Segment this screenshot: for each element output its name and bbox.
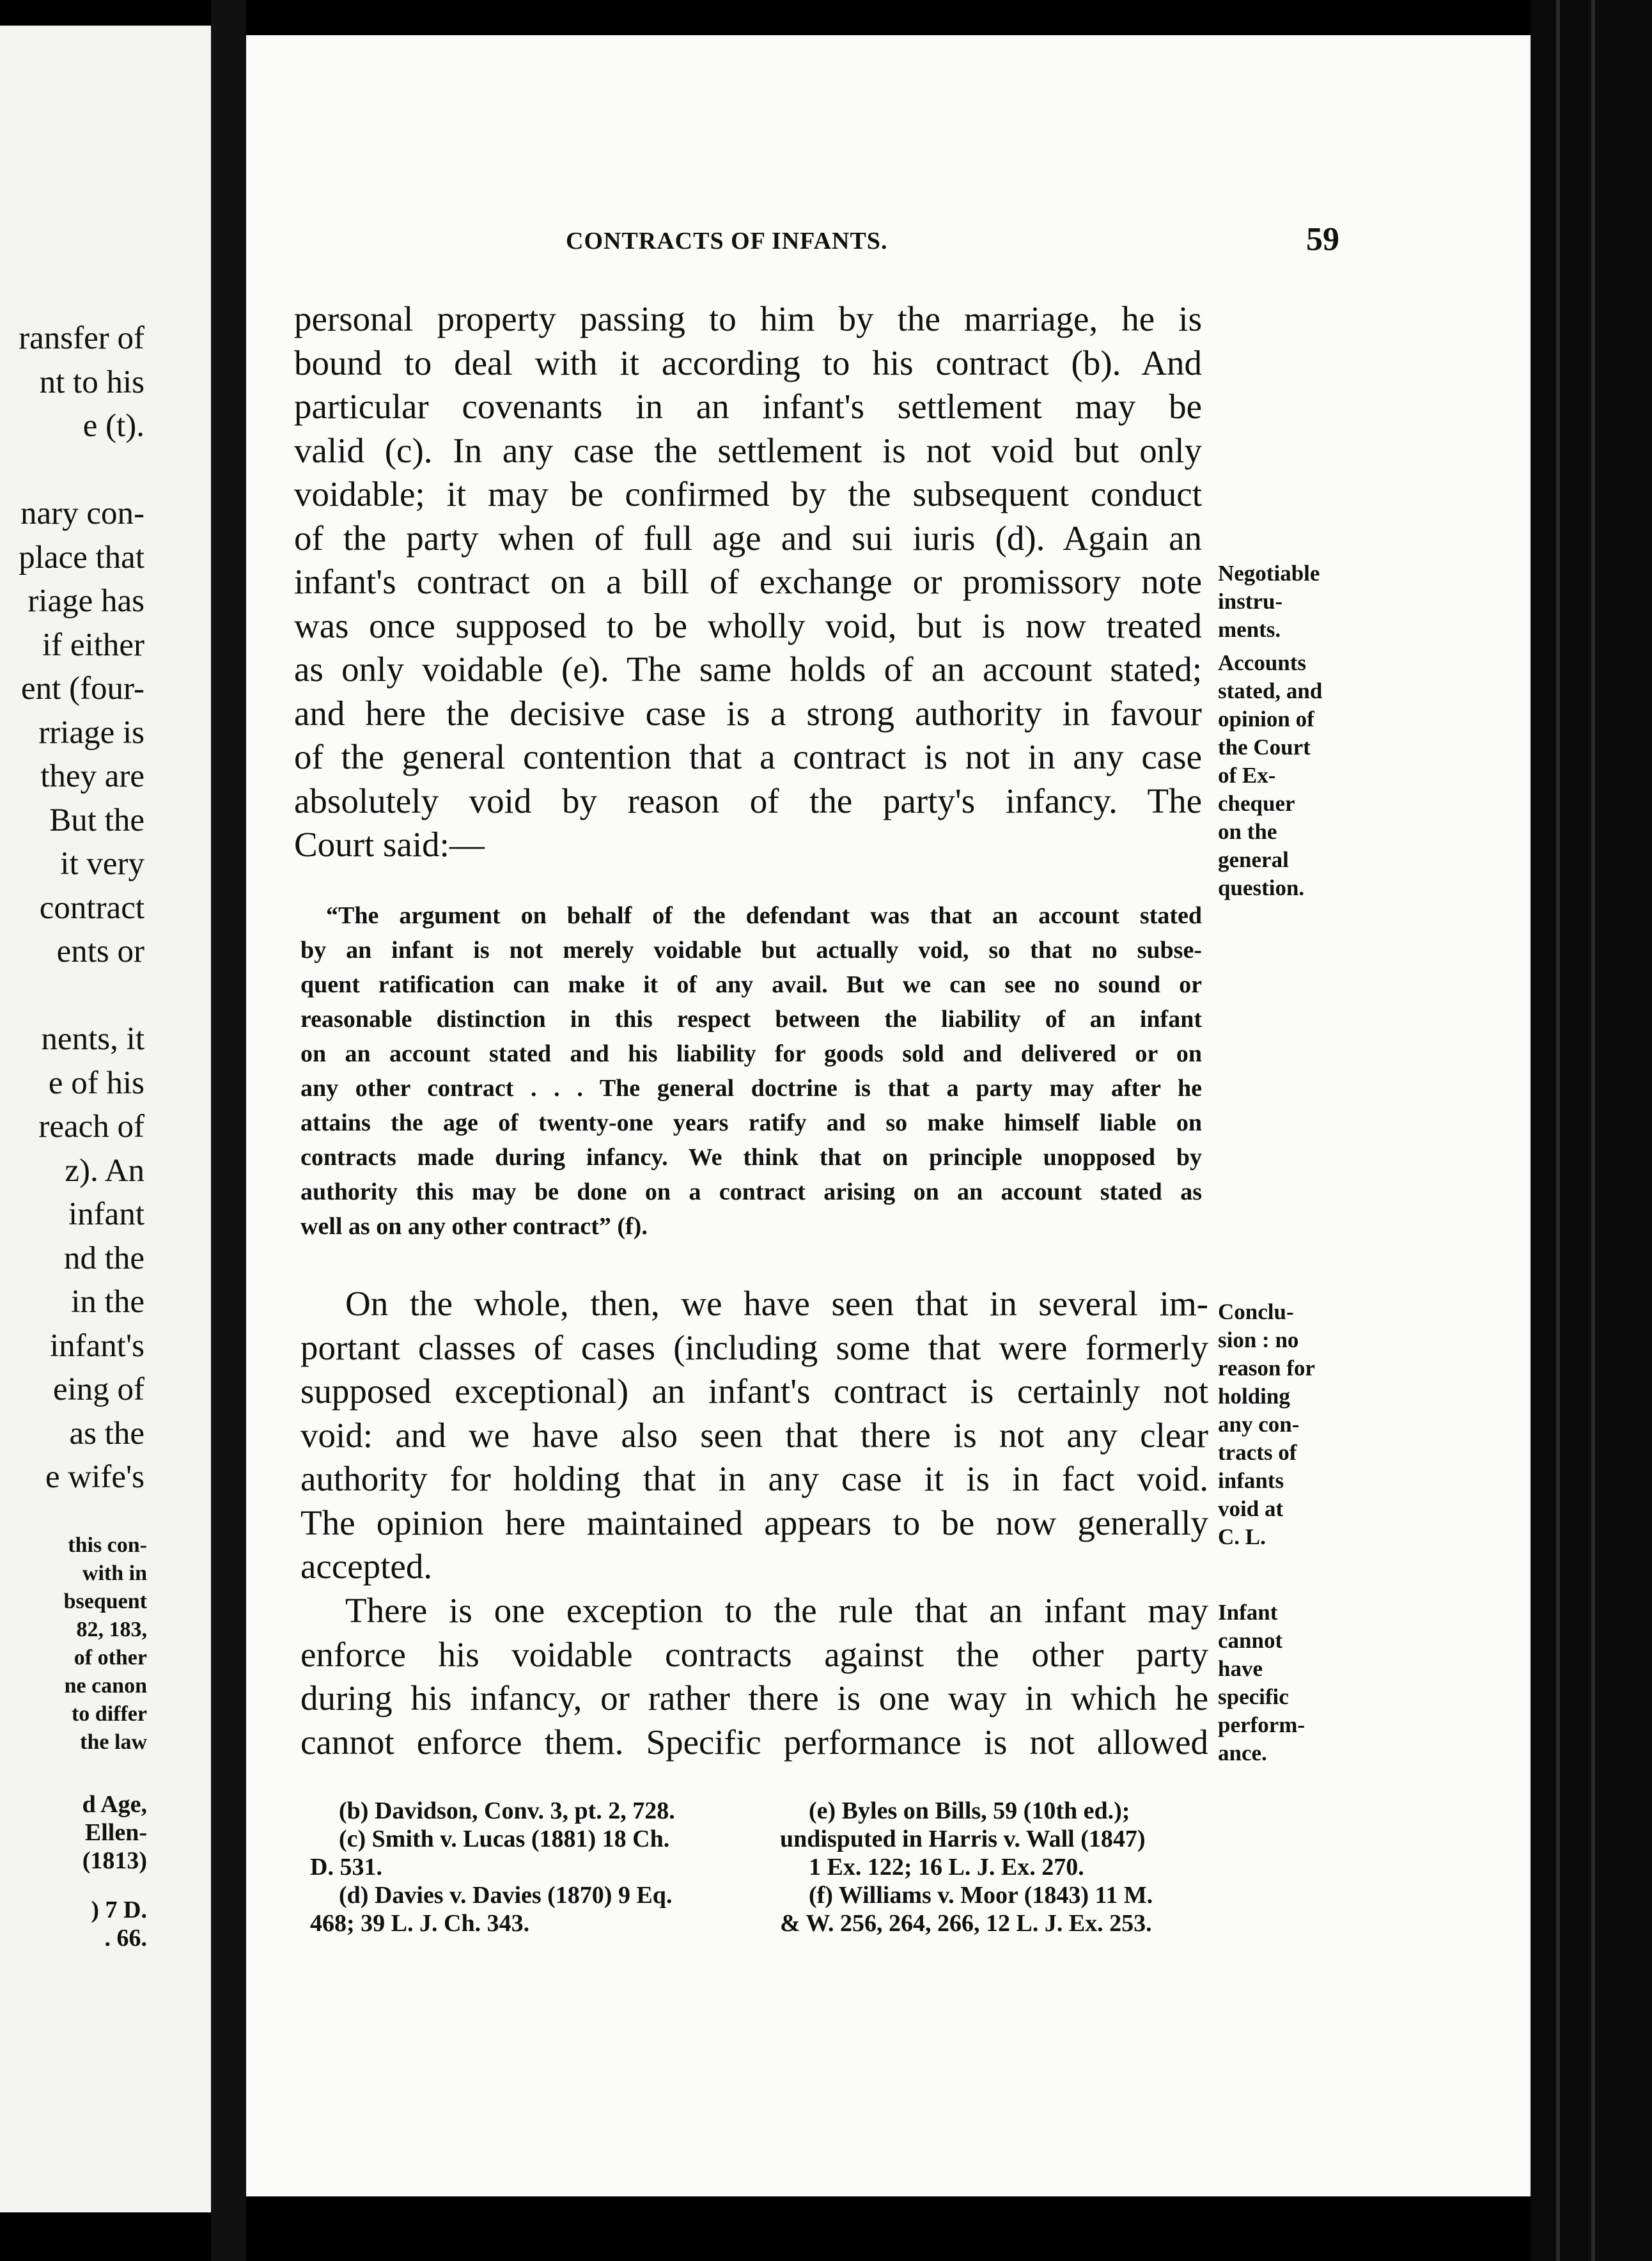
left-foot-line: . 66. [104,1925,147,1952]
text-line: absolutely void by reason of the party's infancy. The [294,781,1202,820]
margin-note-line: ance. [1218,1741,1267,1765]
left-page-line [19,448,144,492]
left-page-footnote-a [82,1790,147,1875]
left-page-line: e (t). [82,408,144,444]
margin-note-line: question. [1218,875,1305,900]
margin-note-line: Negotiable [1218,561,1320,586]
margin-note-line: Infant [1218,1600,1278,1625]
text-line: authority for holding that in any case it is in fact void. [300,1459,1208,1498]
margin-note-line: on the [1218,819,1277,844]
page-edge-line [1556,0,1560,2261]
margin-note-line: opinion of [1218,707,1314,731]
left-foot-line: ) 7 D. [91,1897,147,1923]
left-note-line: of other [74,1646,147,1670]
block-quotation [300,898,1202,1244]
text-line: There is one exception to the rule that an infant may [345,1591,1208,1630]
text-line: supposed exceptional) an infant's contract is certainly not [300,1372,1208,1411]
quote-line: on an account stated and his liability for goods sold and delivered or on [300,1040,1202,1067]
text-line: of the general contention that a contract is not in any case [294,737,1202,776]
left-page-line: in the [71,1284,144,1320]
book-page [246,35,1531,2196]
margin-note-line: stated, and [1218,678,1323,703]
left-page-line: as the [69,1415,144,1451]
left-foot-line: Ellen- [84,1819,147,1846]
margin-note-line: holding [1218,1384,1290,1409]
left-foot-line: (1813) [82,1847,147,1874]
text-line: valid (c). In any case the settlement is not void but only [294,430,1202,470]
text-line: was once supposed to be wholly void, but is now treated [294,606,1202,645]
left-page-line: e wife's [45,1459,144,1495]
margin-note-line: Accounts [1218,650,1307,675]
left-page-line: infant's [50,1327,144,1364]
page-edge-line [1591,0,1595,2261]
page-number: 59 [1306,221,1339,258]
book-gutter [211,0,246,2261]
text-line: The opinion here maintained appears to be now generally [300,1503,1208,1542]
margin-note-line: the Court [1218,735,1311,760]
margin-note-line: specific [1218,1684,1289,1709]
left-page-line [19,974,144,1018]
footnote-line: 468; 39 L. J. Ch. 343. [310,1910,530,1937]
quote-line: any other contract . . . The general doctrine is that a party may after he [300,1075,1202,1102]
margin-note-line: tracts of [1218,1440,1297,1465]
margin-note-line: have [1218,1656,1263,1681]
left-page-line: nd the [63,1240,144,1276]
left-page-line: rriage is [38,714,144,751]
text-line: On the whole, then, we have seen that in several im- [345,1284,1208,1323]
left-page-line: ransfer of [19,320,144,356]
left-facing-page [0,26,211,2212]
left-page-line: they are [40,758,144,794]
margin-note-accounts [1218,649,1365,902]
margin-note-line: instru- [1218,589,1283,614]
left-page-line: reach of [38,1109,144,1145]
margin-note-line: reason for [1218,1356,1315,1381]
text-line: accepted. [300,1547,433,1586]
left-foot-line: d Age, [82,1791,147,1818]
left-page-footnote-b [91,1896,147,1952]
left-page-line: riage has [27,583,144,619]
quote-line: by an infant is not merely voidable but actually void, so that no subse- [300,937,1202,964]
left-page-line: eing of [52,1372,144,1407]
left-page-line: ent (four- [21,671,144,707]
paragraph-3 [300,1589,1208,1764]
text-line: personal property passing to him by the marriage, he is [294,299,1202,338]
margin-note-line: Conclu- [1218,1299,1294,1324]
left-page-line: ents or [56,934,144,969]
footnote-line: (b) Davidson, Conv. 3, pt. 2, 728. [339,1797,675,1824]
quote-line: quent ratification can make it of any avail. But we can see no sound or [300,971,1202,998]
left-note-line: with in [82,1561,147,1585]
quote-line: “The argument on behalf of the defendant was that an account stated [326,902,1202,929]
quote-line: well as on any other contract” (f). [300,1213,648,1240]
margin-note-line: infants [1218,1468,1284,1493]
margin-note-conclusion [1218,1298,1365,1551]
left-page-note [64,1531,147,1756]
left-page-line: if either [42,627,144,663]
margin-note-line: void at [1218,1496,1284,1521]
text-line: of the party when of full age and sui iuris (d). Again an [294,518,1202,558]
left-note-line: bsequent [63,1590,147,1613]
footnote-line: undisputed in Harris v. Wall (1847) [780,1826,1146,1852]
footnote-line: (e) Byles on Bills, 59 (10th ed.); [809,1797,1130,1824]
footnote-line: (c) Smith v. Lucas (1881) 18 Ch. [339,1826,670,1852]
margin-note-line: sion : no [1218,1327,1299,1352]
footnote-line: (d) Davies v. Davies (1870) 9 Eq. [339,1882,673,1909]
left-note-line: ne canon [64,1674,147,1698]
left-note-line: this con- [68,1533,147,1557]
margin-note-line: perform- [1218,1712,1305,1737]
footnote-line: D. 531. [310,1854,382,1881]
footnote-line: & W. 256, 264, 266, 12 L. J. Ex. 253. [780,1910,1152,1937]
left-page-line: contract [39,889,144,926]
quote-line: contracts made during infancy. We think that on principle unopposed by [300,1144,1202,1171]
margin-note-line: ments. [1218,617,1281,642]
left-note-line: the law [80,1730,147,1754]
left-page-line: it very [60,846,144,882]
margin-note-infant [1218,1599,1365,1767]
left-note-line: 82, 183, [76,1618,147,1641]
footnote-line: (f) Williams v. Moor (1843) 11 M. [809,1882,1153,1909]
margin-note-line: chequer [1218,791,1295,816]
text-line: and here the decisive case is a strong authority in favour [294,693,1202,733]
footnotes-right-column [780,1797,1215,1937]
margin-note-line: any con- [1218,1412,1300,1437]
text-line: portant classes of cases (including some that were formerly [300,1327,1208,1367]
left-page-line: infant [68,1196,144,1232]
left-page-line: But the [49,802,144,838]
paragraph-1 [294,297,1202,867]
text-line: Court said:— [294,825,485,864]
left-page-line: nt to his [39,364,144,400]
left-page-line: e of his [48,1065,144,1101]
running-title: CONTRACTS OF INFANTS. [566,228,888,254]
margin-note-line: cannot [1218,1628,1283,1653]
footnotes-left-column [310,1797,745,1937]
quote-line: attains the age of twenty-one years ratify and so make himself liable on [300,1109,1202,1136]
text-line: enforce his voidable contracts against the other party [300,1634,1208,1674]
text-line: cannot enforce them. Specific performance is not allowed [300,1722,1208,1762]
left-page-text [19,317,144,1499]
left-page-line: z). An [65,1152,144,1189]
left-page-line: nary con- [20,496,144,531]
text-line: bound to deal with it according to his contract (b). And [294,343,1202,382]
left-page-line: place that [19,539,144,575]
quote-line: reasonable distinction in this respect between the liability of an infant [300,1006,1202,1033]
left-note-line: to differ [71,1702,147,1726]
scan-edge [1531,0,1652,2261]
footnote-line: 1 Ex. 122; 16 L. J. Ex. 270. [809,1854,1084,1881]
paragraph-2 [300,1282,1208,1589]
text-line: voidable; it may be confirmed by the subsequent conduct [294,474,1202,513]
quote-line: authority this may be done on a contract arising on an account stated as [300,1178,1202,1205]
text-line: particular covenants in an infant's settlement may be [294,387,1202,426]
text-line: as only voidable (e). The same holds of an account stated; [294,650,1202,689]
text-line: during his infancy, or rather there is one way in which he [300,1678,1208,1717]
text-line: void: and we have also seen that there is not any clear [300,1415,1208,1455]
left-page-line: nents, it [41,1021,144,1057]
margin-note-line: of Ex- [1218,763,1276,788]
margin-note-line: C. L. [1218,1524,1266,1549]
margin-note-line: general [1218,847,1289,872]
margin-note-negotiable [1218,559,1365,644]
text-line: infant's contract on a bill of exchange or promissory note [294,562,1202,601]
